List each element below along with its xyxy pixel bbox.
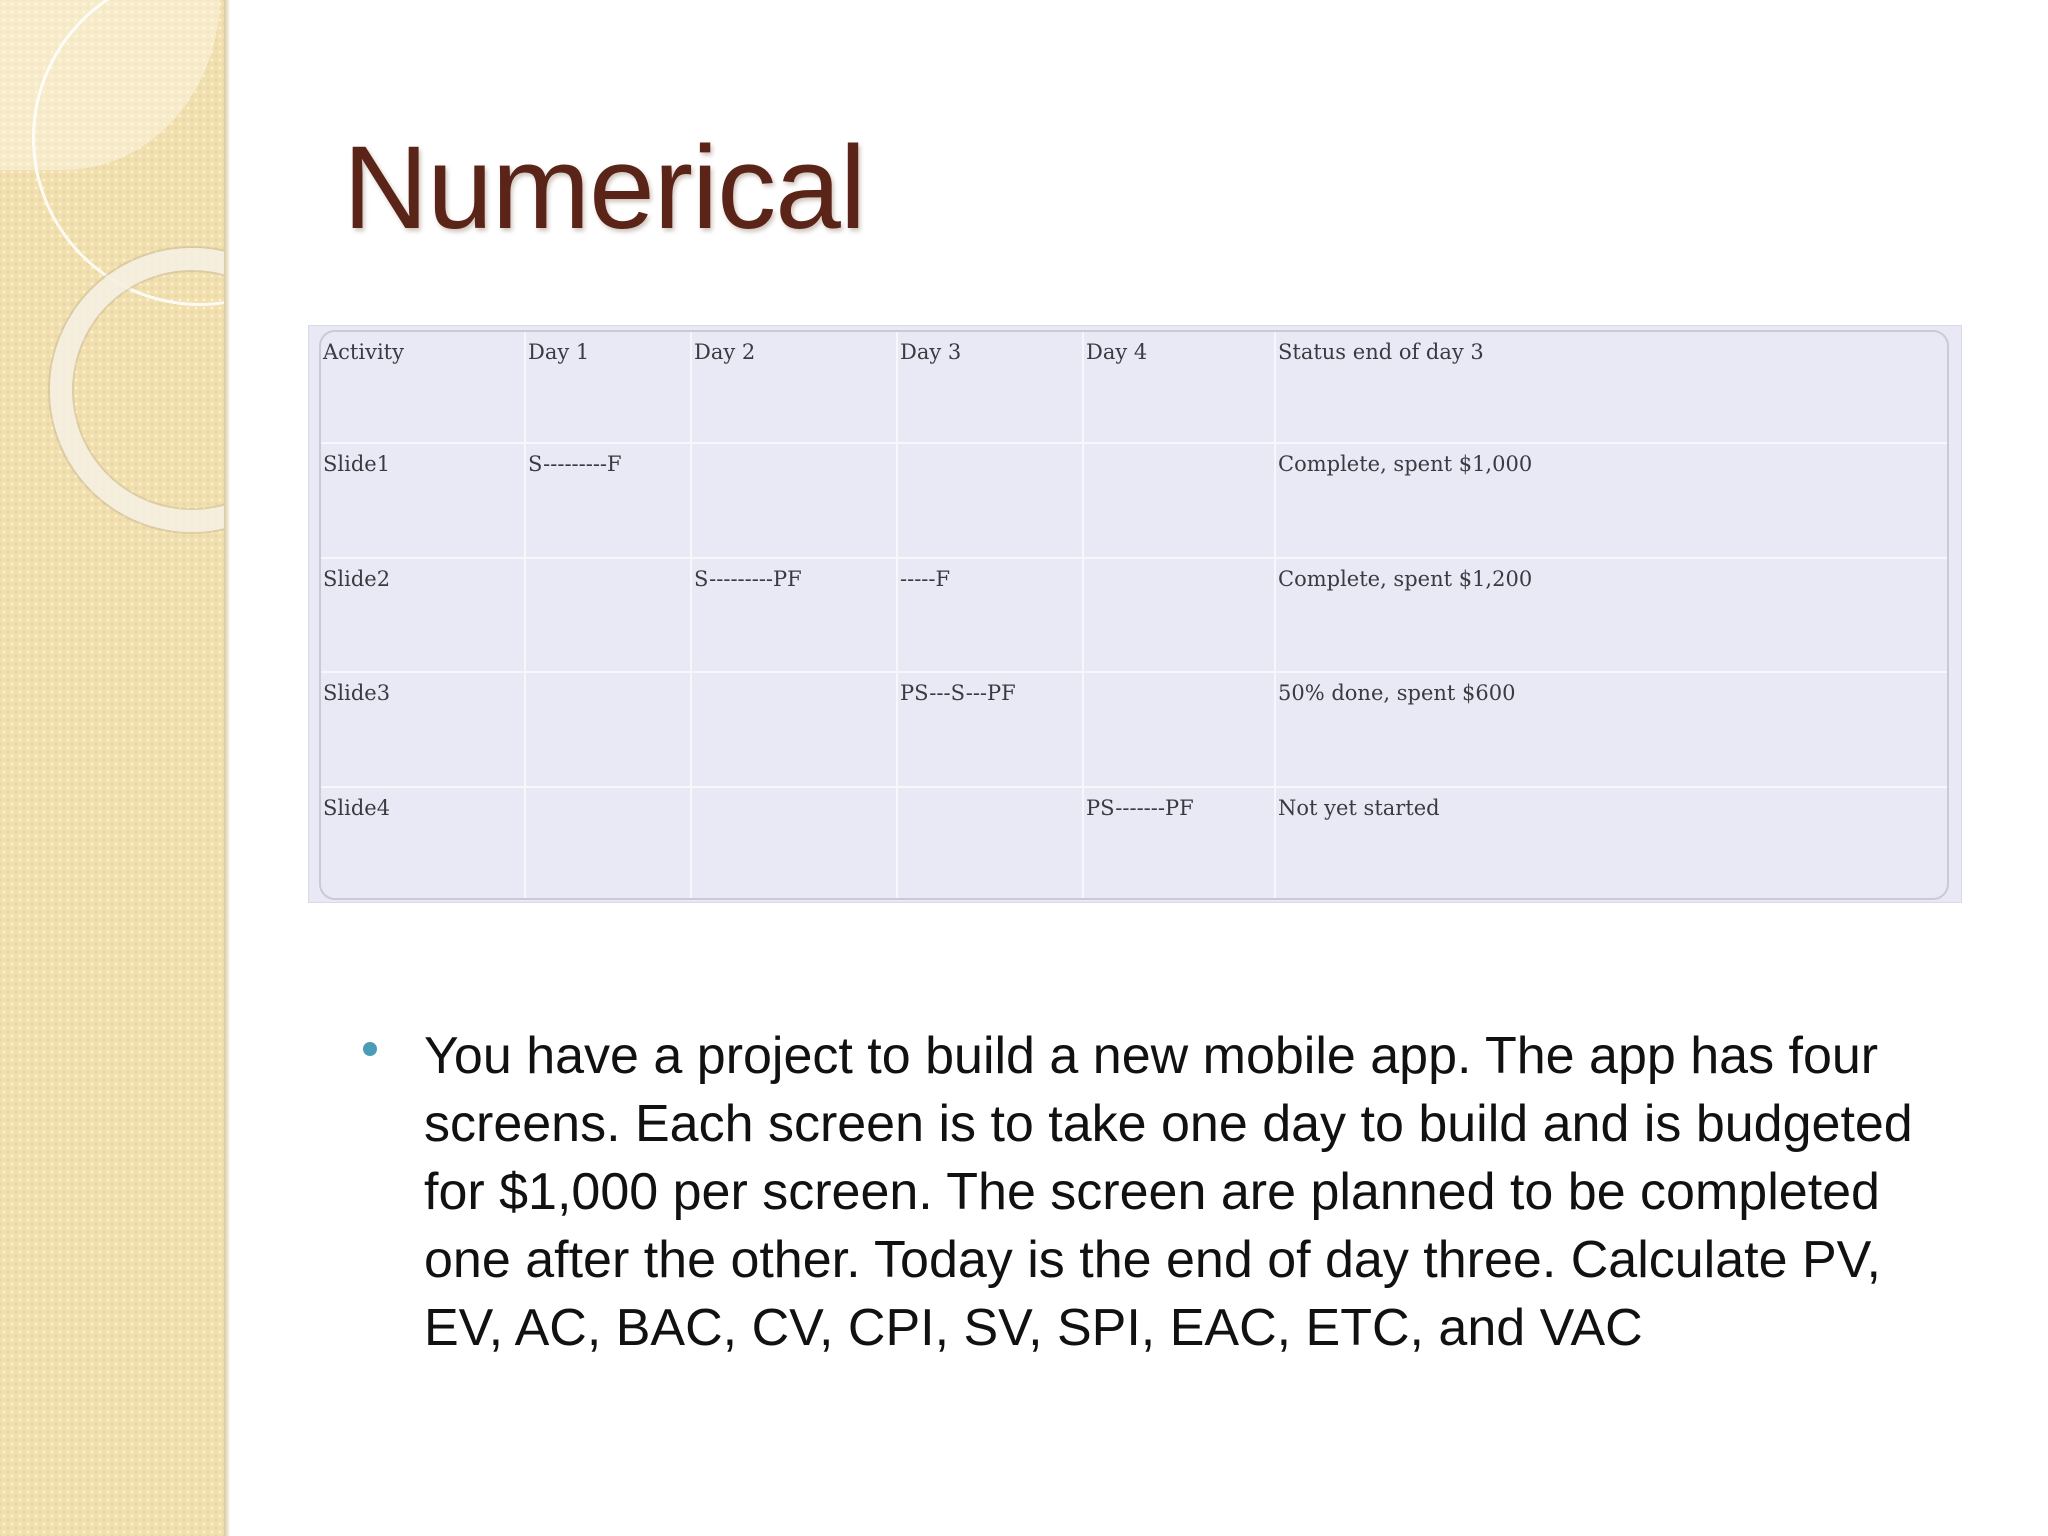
table-cell: Not yet started (1278, 795, 1440, 820)
table-row (321, 672, 1949, 787)
table-cell (525, 558, 691, 673)
table-cell: 50% done, spent $600 (1275, 672, 1949, 787)
table-cell: Slide3 (321, 672, 525, 787)
table-cell: Complete, spent $1,000 (1275, 443, 1949, 558)
table-cell: Slide2 (321, 558, 525, 673)
table-cell: Slide4 (321, 787, 525, 898)
decorative-ring-large (32, 0, 228, 306)
header-status: Status end of day 3 (1275, 332, 1949, 443)
header-day-3: Day 3 (897, 332, 1083, 443)
table-cell (1083, 443, 1275, 558)
header-day-1: Day 1 (525, 332, 691, 443)
table-cell: Slide1 (321, 443, 525, 558)
table-cell: PS-------PF (1083, 787, 1275, 898)
table-row (321, 787, 1949, 898)
table-cell (897, 443, 1083, 558)
table-header-row (321, 332, 1949, 443)
schedule-table (321, 332, 1949, 898)
header-day-4: Day 4 (1083, 332, 1275, 443)
table-cell (525, 672, 691, 787)
strip-edge (224, 0, 230, 1536)
decorative-side-strip (0, 0, 228, 1536)
table-cell (1083, 558, 1275, 673)
table-cell: Complete, spent $1,200 (1275, 558, 1949, 673)
table-cell (897, 787, 1083, 898)
slide-title: Numerical (343, 122, 866, 254)
decorative-arc (0, 0, 220, 170)
table-cell (691, 672, 897, 787)
header-day-2: Day 2 (691, 332, 897, 443)
table-cell: S---------PF (691, 558, 897, 673)
table-cell (525, 787, 691, 898)
table-cell (691, 443, 897, 558)
table-cell: PS---S---PF (897, 672, 1083, 787)
table-row (321, 443, 1949, 558)
schedule-table-image (308, 325, 1962, 903)
table-cell (1083, 672, 1275, 787)
header-activity: Activity (321, 332, 525, 443)
schedule-table-border (319, 330, 1949, 900)
bullet-marker-icon (363, 1042, 377, 1056)
table-cell: S---------F (525, 443, 691, 558)
table-cell (691, 787, 897, 898)
table-cell: -----F (897, 558, 1083, 673)
table-row (321, 558, 1949, 673)
bullet-text: You have a project to build a new mobile app. The app has four screens. Each screen is to take one day to build and is budgeted for $1,000 per screen. The screen are planned to be completed one after the other. Today is the end of day three. Calculate PV, EV, AC, BAC, CV, CPI, SV, SPI, EAC, ETC, and VAC (424, 1027, 1913, 1357)
decorative-ring-small (50, 248, 228, 532)
